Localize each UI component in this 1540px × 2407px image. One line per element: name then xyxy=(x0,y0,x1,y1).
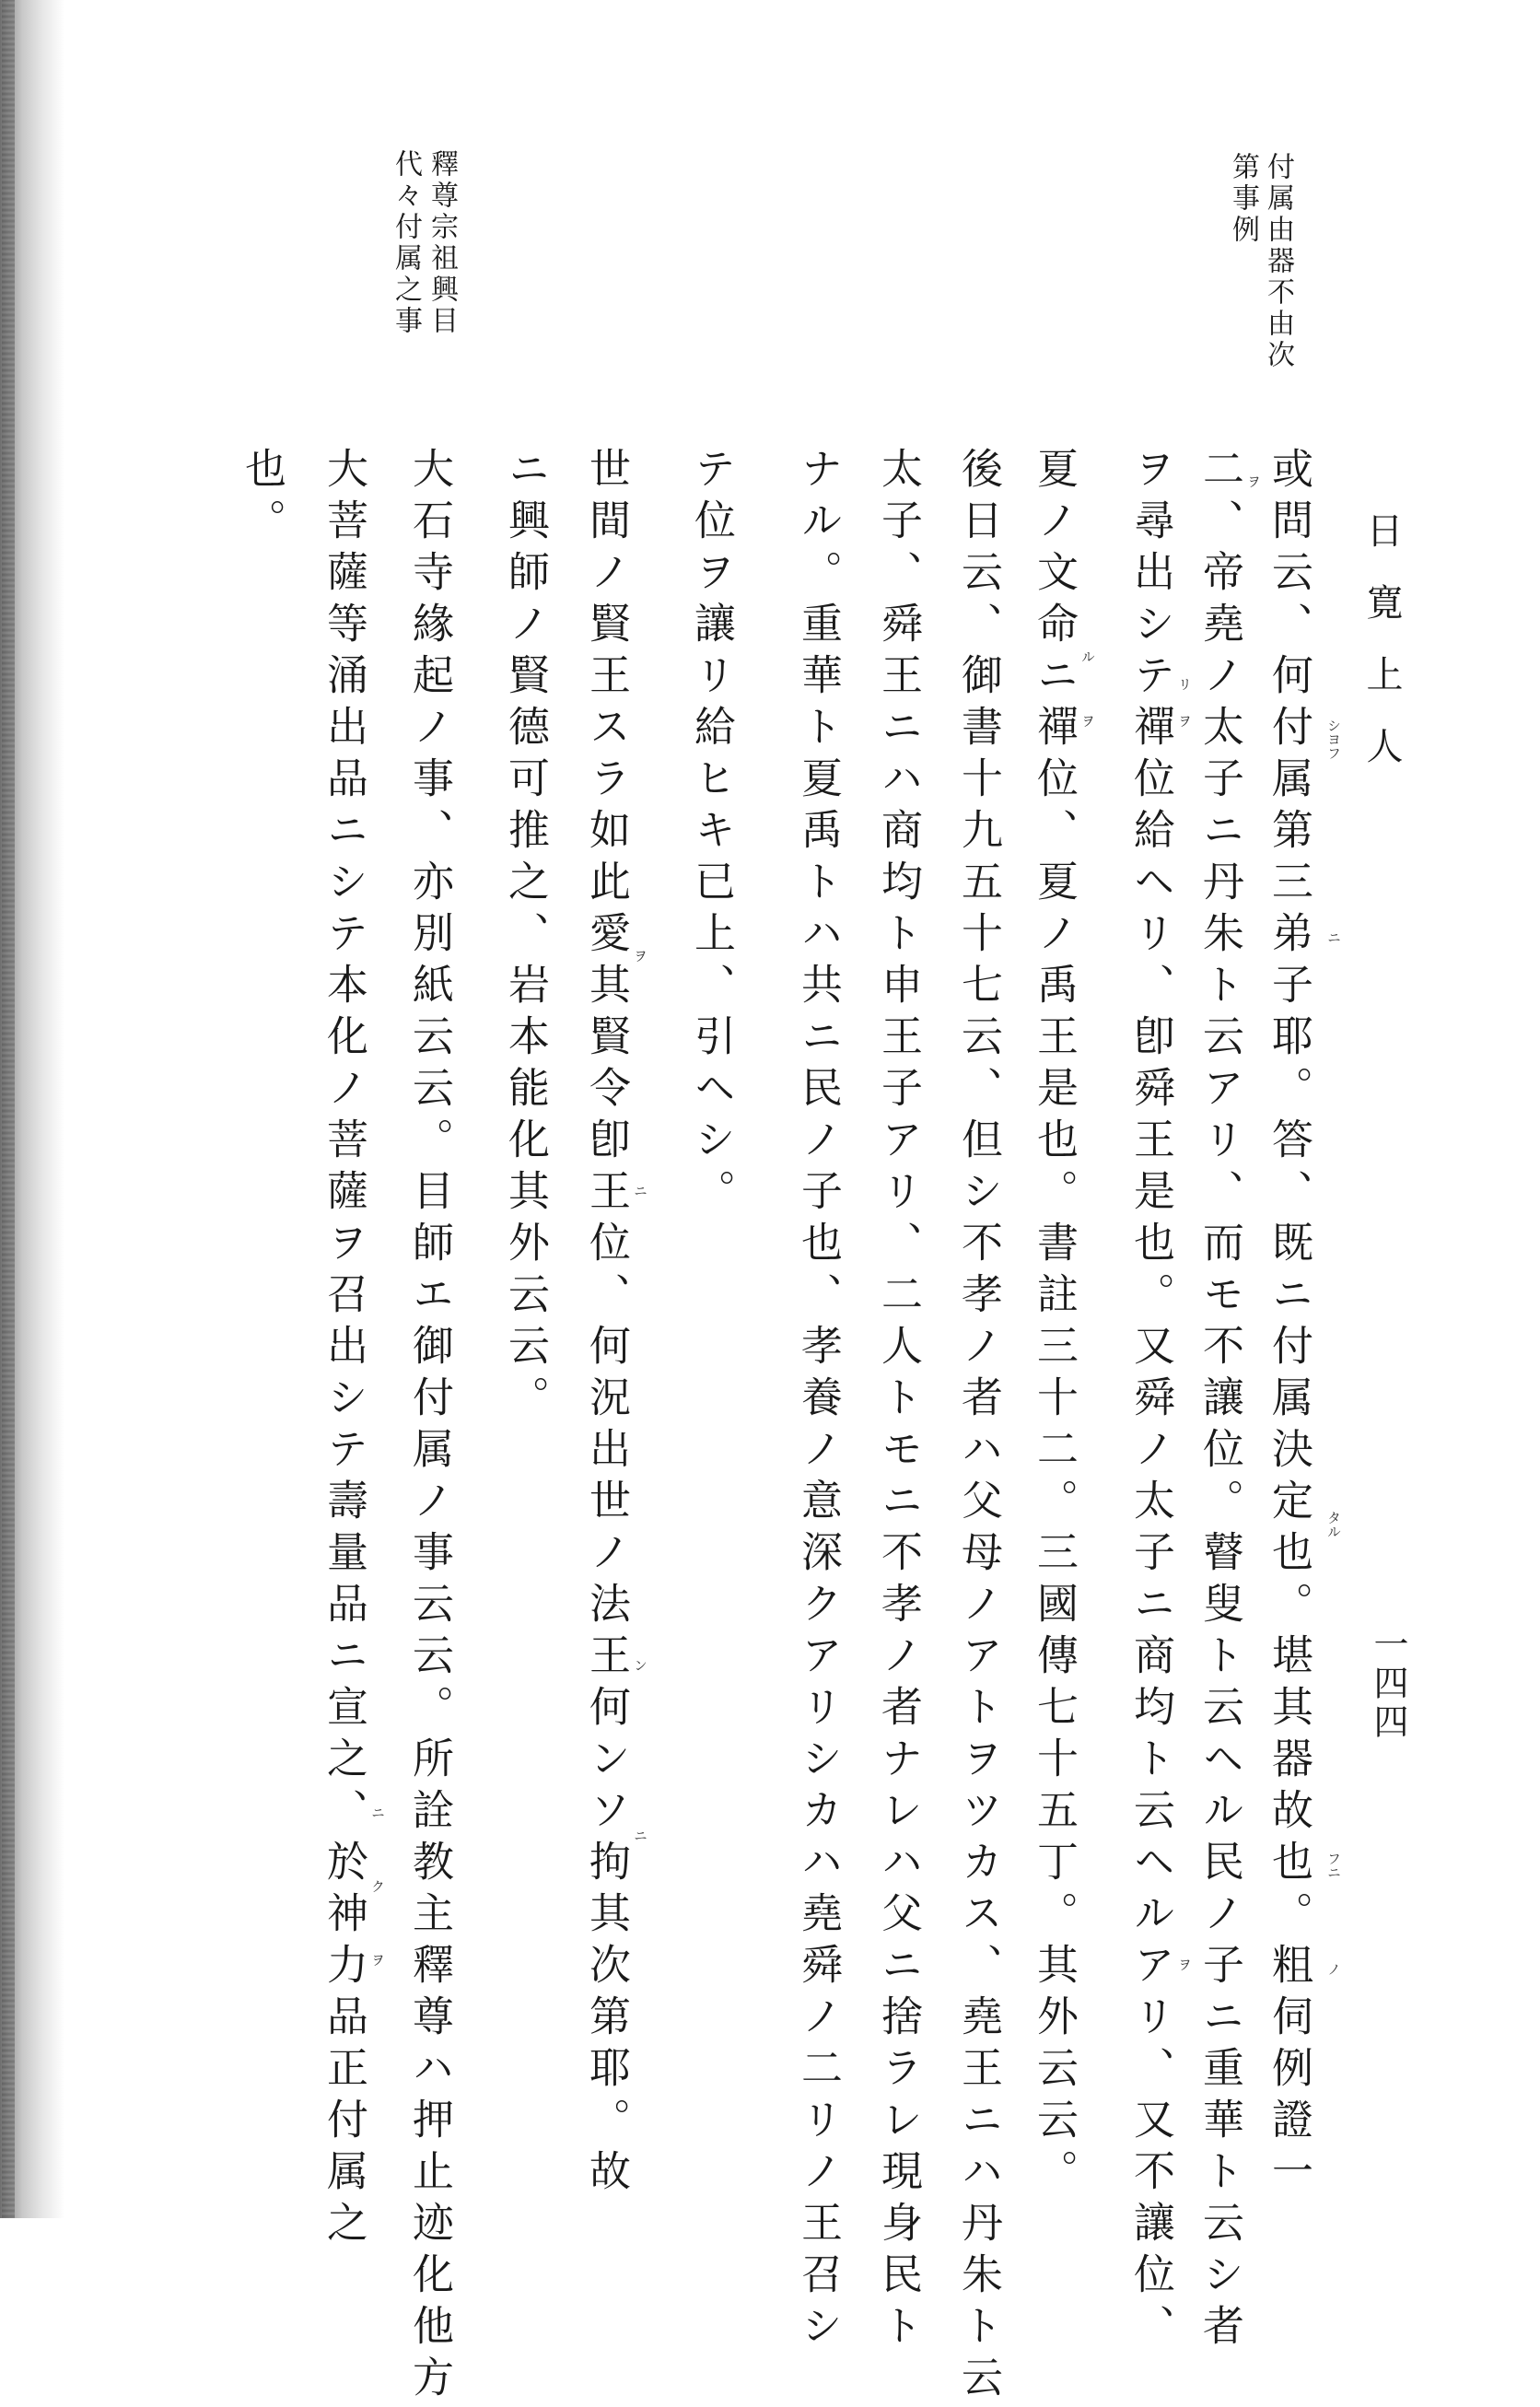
margin-note-2a: 釋尊宗祖興目 xyxy=(426,149,458,337)
body-line-3: ヲ尋出シテ禪位給ヘリ、卽舜王是也。又舜ノ太子ニ商均ト云ヘルアリ、又不讓位、 xyxy=(1126,447,1175,2355)
running-title: 日寛上人 xyxy=(1360,511,1403,799)
furigana-gloss: ヲ xyxy=(1176,714,1193,728)
furigana-gloss: ヲ xyxy=(1176,1957,1193,1971)
furigana-gloss: リ xyxy=(1176,677,1193,691)
body-line-6: 太子、舜王ニハ商均ト申王子アリ、二人トモニ不孝ノ者ナレハ父ニ捨ラレ現身民ト xyxy=(874,447,923,2355)
margin-note-2b: 代々付属之事 xyxy=(390,149,422,337)
furigana-gloss: ク xyxy=(369,1879,386,1893)
body-line-10: ニ興師ノ賢德可推之、岩本能化其外云云。 xyxy=(501,447,550,1427)
furigana-gloss: タル xyxy=(1325,1511,1342,1538)
furigana-gloss: ニ xyxy=(1325,930,1342,944)
page-number: 一四四 xyxy=(1368,1626,1408,1742)
furigana-gloss: ニ xyxy=(632,1184,648,1198)
body-line-7: ナル。重華ト夏禹トハ共ニ民ノ子也、孝養ノ意深クアリシカハ堯舜ノ二リノ王召シ xyxy=(794,447,843,2355)
body-line-9: 世間ノ賢王スラ如此愛其賢令卽王位、何況出世ノ法王何ンソ拘其次第耶。故 xyxy=(582,447,631,2201)
furigana-gloss: ヲ xyxy=(1245,474,1262,488)
body-line-5: 後日云、御書十九五十七云、但シ不孝ノ者ハ父母ノアトヲツカス、堯王ニハ丹朱ト云 xyxy=(954,447,1003,2407)
furigana-gloss: フニ xyxy=(1325,1852,1342,1879)
furigana-gloss: ヲ xyxy=(369,1953,386,1967)
furigana-gloss: ニ xyxy=(369,1805,386,1819)
body-line-2: 二、帝堯ノ太子ニ丹朱ト云アリ、而モ不讓位。瞽叟ト云ヘル民ノ子ニ重華ト云シ者 xyxy=(1196,447,1244,2355)
margin-note-1b: 第事例 xyxy=(1227,152,1259,246)
furigana-gloss: ヲ xyxy=(1079,714,1096,728)
furigana-gloss: ン xyxy=(632,1658,648,1672)
body-line-12: 大菩薩等涌出品ニシテ本化ノ菩薩ヲ召出シテ壽量品ニ宣之、於神力品正付属之 xyxy=(320,447,368,2252)
furigana-gloss: ニ xyxy=(632,1829,648,1842)
body-line-4: 夏ノ文命ニ禪位、夏ノ禹王是也。書註三十二。三國傳七十五丁。其外云云。 xyxy=(1030,447,1079,2201)
body-line-11: 大石寺緣起ノ事、亦別紙云云。目師エ御付属ノ事云云。所詮教主釋尊ハ押止迹化他方 xyxy=(405,447,454,2407)
furigana-gloss: シヨフ xyxy=(1325,719,1342,760)
body-line-13: 也。 xyxy=(238,447,286,550)
furigana-gloss: ヲ xyxy=(632,949,648,963)
furigana-gloss: ル xyxy=(1079,649,1096,663)
body-line-8: テ位ヲ讓リ給ヒキ已上、引ヘシ。 xyxy=(687,447,736,1221)
book-binding-edge xyxy=(2,0,15,2218)
margin-note-1a: 付属由器不由次 xyxy=(1262,152,1294,371)
furigana-gloss: ノ xyxy=(1325,1962,1342,1976)
body-line-1: 或問云、何付属第三弟子耶。答、既ニ付属決定也。堪其器故也。粗伺例證一 xyxy=(1265,447,1313,2201)
